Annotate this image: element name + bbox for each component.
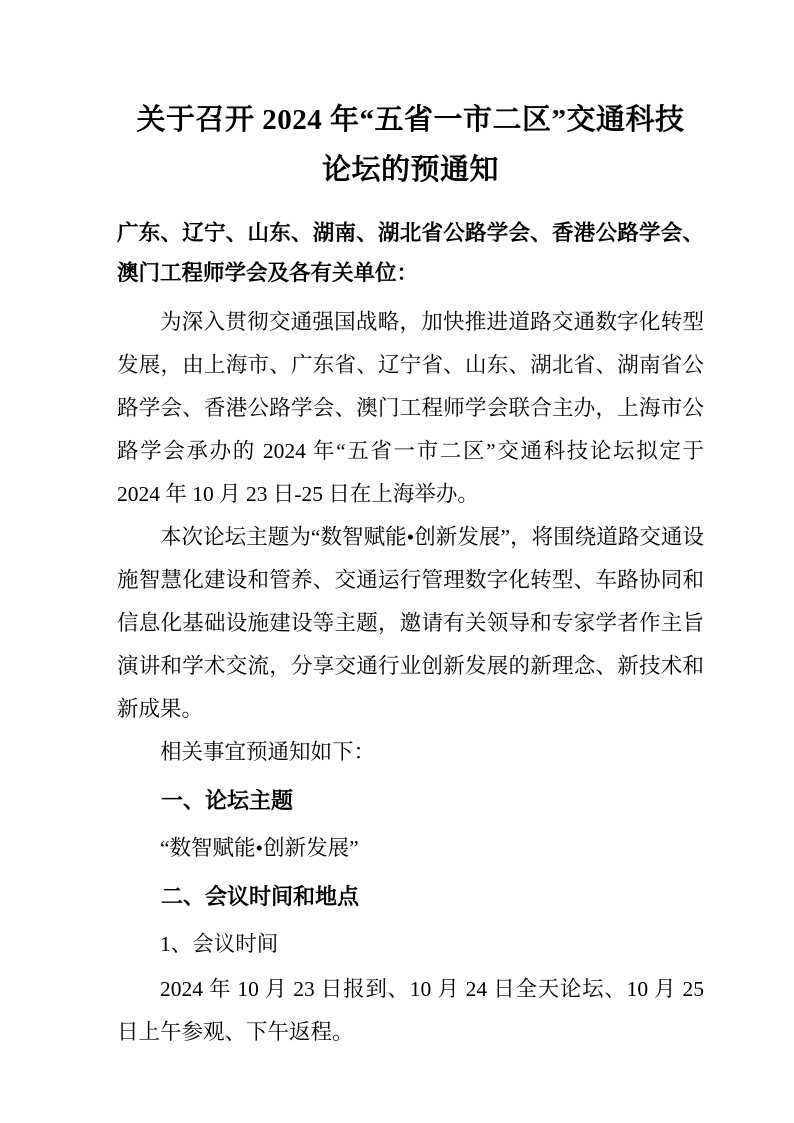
page-title: 关于召开 2024 年“五省一市二区”交通科技论坛的预通知 xyxy=(136,104,685,186)
section-heading-time-location: 二、会议时间和地点 xyxy=(161,884,360,909)
meeting-time-details: 2024 年 10 月 23 日报到、10 月 24 日全天论坛、10 月 25 日上午参观、下午返程。 xyxy=(117,977,704,1044)
forum-theme-text: “数智赋能•创新发展” xyxy=(160,836,359,860)
paragraph-theme: 本次论坛主题为“数智赋能•创新发展”，将围绕道路交通设施智慧化建设和管养、交通运行管理数字化转型、车路协同和信息化基础设施建设等主题，邀请有关领导和专家学者作主旨演讲和学术交流，分享交通行业创新发展的新理念、新技术和新成果。 xyxy=(117,525,704,721)
meeting-time-subheading: 1、会议时间 xyxy=(160,932,279,956)
paragraph-intro: 为深入贯彻交通强国战略，加快推进道路交通数字化转型发展，由上海市、广东省、辽宁省、山东、湖北省、湖南省公路学会、香港公路学会、澳门工程师学会联合主办，上海市公路学会承办的 2024 年“五省一市二区”交通科技论坛拟定于 2024 年 10 月 23 日-25 日在上海举办。 xyxy=(117,310,704,506)
salutation-line: 广东、辽宁、山东、湖南、湖北省公路学会、香港公路学会、澳门工程师学会及各有关单位： xyxy=(117,221,704,285)
section-heading-forum-theme: 一、论坛主题 xyxy=(161,788,294,813)
paragraph-notice-lead: 相关事宜预通知如下： xyxy=(160,740,376,764)
